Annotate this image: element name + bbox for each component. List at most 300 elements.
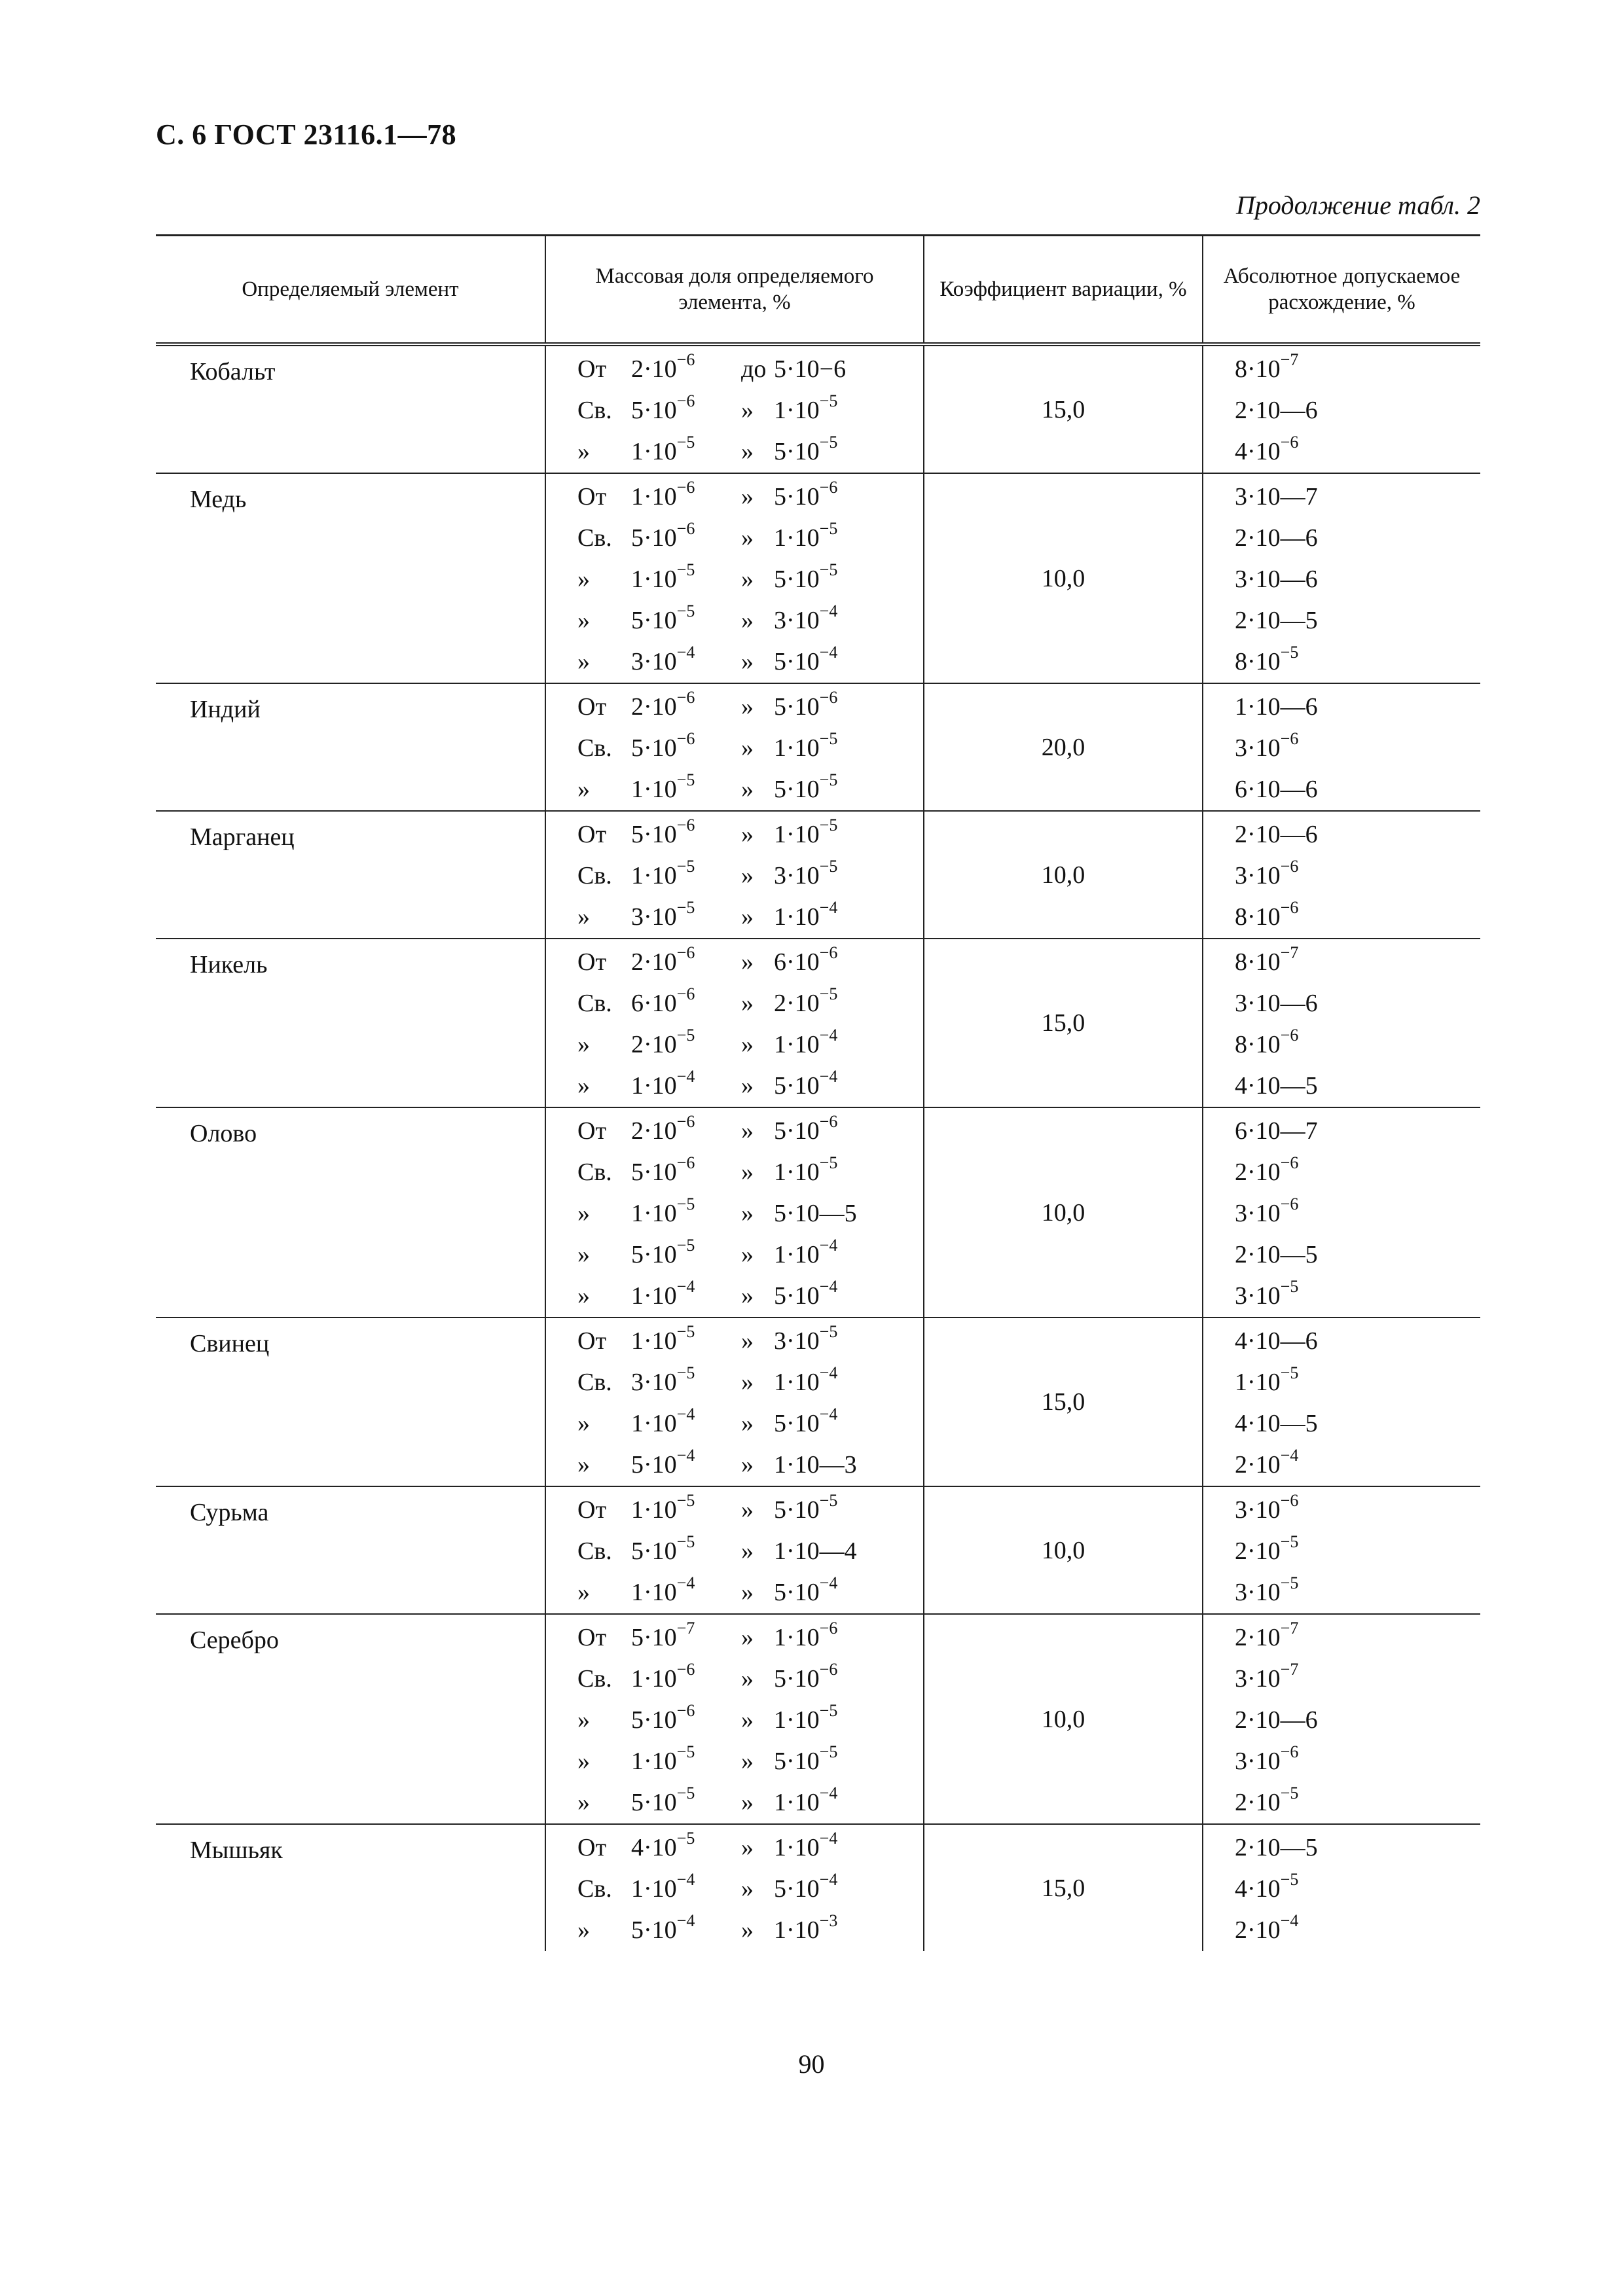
exponent: −6: [819, 478, 838, 497]
range-to: $1\cdot 10^{-5}$: [774, 519, 838, 552]
exponent: −5: [819, 519, 838, 538]
element-cell: [156, 1824, 545, 1951]
exponent: −5: [819, 857, 838, 876]
exponent: −5: [819, 1322, 838, 1341]
range-separator: »: [741, 693, 754, 721]
deviation-line: [1203, 559, 1480, 600]
range-from: $3\cdot 10^{-4}$: [631, 643, 695, 675]
deviation-line: [1203, 897, 1480, 938]
exponent: −4: [819, 1067, 838, 1086]
range-from: $2\cdot 10^{-6}$: [631, 1112, 695, 1145]
range-from: $1\cdot 10^{-4}$: [631, 1067, 695, 1100]
page-number: 90: [798, 2049, 825, 2079]
range-prefix: »: [577, 776, 590, 803]
mass-range-line: [546, 1234, 923, 1276]
exponent: −6: [1280, 1194, 1299, 1213]
deviation-line: [1203, 1659, 1480, 1700]
deviation-value: 4·10—5: [1235, 1410, 1318, 1437]
range-separator: »: [741, 1117, 754, 1145]
range-to: $5\cdot 10^{-4}$: [774, 643, 838, 675]
range-separator: »: [741, 1496, 754, 1524]
range-prefix: От: [577, 948, 607, 976]
deviation-line: [1203, 1444, 1480, 1486]
mass-range-line: [546, 518, 923, 559]
range-separator: »: [741, 862, 754, 889]
range-separator: »: [741, 1706, 754, 1734]
exponent: −4: [819, 1784, 838, 1803]
exponent: −6: [676, 1701, 695, 1720]
range-prefix: От: [577, 1834, 607, 1861]
exponent: −6: [676, 350, 695, 369]
range-separator: »: [741, 607, 754, 634]
mass-range-line: [546, 1741, 923, 1782]
mass-range-line: [546, 855, 923, 897]
range-separator: »: [741, 1327, 754, 1355]
range-prefix: »: [577, 1410, 590, 1437]
deviation-line: [1203, 1193, 1480, 1234]
exponent: −7: [1280, 350, 1299, 369]
element-cell: [156, 1318, 545, 1486]
range-to: $5\cdot 10^{-5}$: [774, 433, 838, 465]
exponent: −6: [676, 1153, 695, 1172]
deviation-value: $3\cdot 10^{-6}$: [1235, 1742, 1299, 1775]
exponent: −5: [676, 1532, 695, 1551]
range-from: $2\cdot 10^{-6}$: [631, 350, 695, 383]
mass-fraction-cell: [545, 1107, 924, 1318]
deviation-line: [1203, 1276, 1480, 1317]
deviation-line: [1203, 1321, 1480, 1362]
exponent: −6: [676, 1112, 695, 1131]
range-to: $1\cdot 10^{-4}$: [774, 1829, 838, 1861]
exponent: −6: [1280, 857, 1299, 876]
deviation-value: 3·10—6: [1235, 565, 1318, 593]
deviation-value: 2·10—6: [1235, 397, 1318, 424]
range-prefix: От: [577, 1327, 607, 1355]
range-separator: »: [741, 734, 754, 762]
deviation-line: [1203, 476, 1480, 518]
range-to: $1\cdot 10^{-5}$: [774, 391, 838, 424]
exponent: −4: [676, 1277, 695, 1296]
range-to: $1\cdot 10^{-5}$: [774, 1701, 838, 1734]
exponent: −5: [676, 1322, 695, 1341]
range-from: $1\cdot 10^{-5}$: [631, 1742, 695, 1775]
range-prefix: Св.: [577, 990, 612, 1017]
range-from: $1\cdot 10^{-4}$: [631, 1405, 695, 1437]
range-to: $5\cdot 10^{-6}$: [774, 688, 838, 721]
mass-fraction-cell: [545, 1318, 924, 1486]
deviation-cell: [1203, 1824, 1480, 1951]
range-prefix: От: [577, 693, 607, 721]
table-row: [156, 811, 1480, 939]
deviation-line: [1203, 728, 1480, 769]
deviation-line: [1203, 1910, 1480, 1951]
exponent: −7: [1280, 1660, 1299, 1679]
exponent: −5: [676, 1784, 695, 1803]
coefficient-cell: [924, 473, 1203, 683]
range-prefix: »: [577, 1748, 590, 1775]
exponent: −5: [676, 1236, 695, 1255]
column-header-element: Определяемый элемент: [156, 236, 545, 345]
element-name: Никель: [190, 951, 268, 978]
element-name: Медь: [190, 486, 247, 513]
range-separator: »: [741, 1282, 754, 1310]
mass-range-line: [546, 1869, 923, 1910]
range-separator: »: [741, 1665, 754, 1693]
range-to: $3\cdot 10^{-4}$: [774, 601, 838, 634]
exponent: −5: [819, 770, 838, 789]
deviation-value: $3\cdot 10^{-6}$: [1235, 1491, 1299, 1524]
exponent: −4: [819, 1236, 838, 1255]
exponent: −5: [819, 729, 838, 748]
range-separator: »: [741, 438, 754, 465]
exponent: −5: [676, 770, 695, 789]
table-row: [156, 473, 1480, 683]
range-prefix: Св.: [577, 1875, 612, 1903]
range-to: 5·10−6: [774, 355, 847, 383]
range-separator: »: [741, 1158, 754, 1186]
table-row: [156, 1614, 1480, 1824]
range-from: $1\cdot 10^{-4}$: [631, 1573, 695, 1606]
mass-range-line: [546, 1444, 923, 1486]
mass-range-line: [546, 942, 923, 983]
exponent: −4: [819, 1870, 838, 1889]
deviation-line: [1203, 1869, 1480, 1910]
range-separator: »: [741, 648, 754, 675]
deviation-line: [1203, 349, 1480, 390]
range-prefix: »: [577, 1916, 590, 1944]
range-prefix: »: [577, 1706, 590, 1734]
exponent: −5: [819, 1701, 838, 1720]
range-to: $3\cdot 10^{-5}$: [774, 857, 838, 889]
element-name: Свинец: [190, 1330, 270, 1357]
range-separator: »: [741, 1789, 754, 1816]
mass-range-line: [546, 431, 923, 473]
exponent: −5: [1280, 1532, 1299, 1551]
exponent: −5: [676, 1742, 695, 1761]
exponent: −5: [676, 1194, 695, 1213]
range-to: $1\cdot 10^{-4}$: [774, 1784, 838, 1816]
table-row: [156, 1318, 1480, 1486]
exponent: −5: [676, 1829, 695, 1848]
range-from: $5\cdot 10^{-5}$: [631, 1236, 695, 1268]
range-prefix: »: [577, 1241, 590, 1268]
coefficient-cell: [924, 683, 1203, 811]
range-separator: »: [741, 1748, 754, 1775]
exponent: −6: [1280, 1491, 1299, 1510]
mass-range-line: [546, 476, 923, 518]
range-from: $5\cdot 10^{-4}$: [631, 1446, 695, 1479]
deviation-cell: [1203, 939, 1480, 1107]
range-to: $1\cdot 10^{-5}$: [774, 729, 838, 762]
exponent: −6: [676, 391, 695, 410]
mass-range-line: [546, 897, 923, 938]
mass-range-line: [546, 1193, 923, 1234]
range-separator: »: [741, 524, 754, 552]
deviation-value: $2\cdot 10^{-5}$: [1235, 1532, 1299, 1565]
deviation-value: 3·10—6: [1235, 990, 1318, 1017]
deviation-value: $3\cdot 10^{-7}$: [1235, 1660, 1299, 1693]
range-to: $5\cdot 10^{-4}$: [774, 1067, 838, 1100]
mass-range-line: [546, 1572, 923, 1613]
exponent: −5: [819, 560, 838, 579]
range-separator: »: [741, 1072, 754, 1100]
exponent: −5: [819, 391, 838, 410]
exponent: −6: [819, 1112, 838, 1131]
range-from: $5\cdot 10^{-5}$: [631, 601, 695, 634]
range-to: $1\cdot 10^{-4}$: [774, 1026, 838, 1058]
exponent: −5: [676, 560, 695, 579]
range-prefix: »: [577, 607, 590, 634]
range-from: $5\cdot 10^{-5}$: [631, 1532, 695, 1565]
deviation-value: $3\cdot 10^{-5}$: [1235, 1573, 1299, 1606]
range-to: 1·10—4: [774, 1537, 857, 1565]
element-name: Олово: [190, 1120, 257, 1147]
exponent: −4: [676, 1573, 695, 1592]
deviation-value: $2\cdot 10^{-7}$: [1235, 1619, 1299, 1651]
range-from: $1\cdot 10^{-5}$: [631, 1194, 695, 1227]
element-cell: [156, 344, 545, 473]
mass-range-line: [546, 1617, 923, 1659]
deviation-value: $2\cdot 10^{-4}$: [1235, 1446, 1299, 1479]
deviation-value: 4·10—6: [1235, 1327, 1318, 1355]
range-to: $5\cdot 10^{-5}$: [774, 560, 838, 593]
mass-range-line: [546, 1910, 923, 1951]
exponent: −5: [676, 601, 695, 620]
range-to: $5\cdot 10^{-5}$: [774, 1742, 838, 1775]
range-from: $4\cdot 10^{-5}$: [631, 1829, 695, 1861]
coefficient-cell: [924, 1318, 1203, 1486]
deviation-cell: [1203, 1318, 1480, 1486]
range-prefix: От: [577, 355, 607, 383]
mass-range-line: [546, 1362, 923, 1403]
range-prefix: »: [577, 1072, 590, 1100]
deviation-cell: [1203, 344, 1480, 473]
range-prefix: От: [577, 1496, 607, 1524]
mass-fraction-cell: [545, 473, 924, 683]
exponent: −4: [819, 643, 838, 662]
deviation-value: $8\cdot 10^{-7}$: [1235, 943, 1299, 976]
exponent: −6: [1280, 433, 1299, 452]
range-separator: »: [741, 1451, 754, 1479]
mass-range-line: [546, 1531, 923, 1572]
range-from: $1\cdot 10^{-5}$: [631, 857, 695, 889]
element-cell: [156, 1486, 545, 1614]
range-to: $5\cdot 10^{-6}$: [774, 1660, 838, 1693]
deviation-value: $8\cdot 10^{-6}$: [1235, 1026, 1299, 1058]
deviation-line: [1203, 1490, 1480, 1531]
mass-fraction-cell: [545, 344, 924, 473]
deviation-line: [1203, 1531, 1480, 1572]
range-separator: »: [741, 903, 754, 931]
exponent: −6: [819, 943, 838, 962]
mass-range-line: [546, 1827, 923, 1869]
mass-range-line: [546, 641, 923, 683]
range-prefix: От: [577, 1624, 607, 1651]
deviation-line: [1203, 1782, 1480, 1823]
deviation-value: 3·10—7: [1235, 483, 1318, 511]
exponent: −5: [1280, 1573, 1299, 1592]
mass-range-line: [546, 983, 923, 1024]
range-separator: до: [741, 355, 767, 383]
table-body: [156, 344, 1480, 1951]
range-prefix: »: [577, 648, 590, 675]
range-separator: »: [741, 1537, 754, 1565]
deviation-value: $2\cdot 10^{-5}$: [1235, 1784, 1299, 1816]
column-header-absolute-deviation: Абсолютное допускаемое расхождение, %: [1203, 236, 1480, 345]
range-from: $5\cdot 10^{-6}$: [631, 816, 695, 848]
range-from: $5\cdot 10^{-6}$: [631, 1153, 695, 1186]
table-row: [156, 1486, 1480, 1614]
range-prefix: »: [577, 1451, 590, 1479]
coefficient-value: 10,0: [1041, 1705, 1085, 1733]
exponent: −4: [1280, 1446, 1299, 1465]
exponent: −4: [819, 898, 838, 917]
range-from: $5\cdot 10^{-6}$: [631, 519, 695, 552]
mass-range-line: [546, 1024, 923, 1066]
deviation-value: 2·10—5: [1235, 607, 1318, 634]
coefficient-value: 10,0: [1041, 564, 1085, 592]
table-row: [156, 344, 1480, 473]
range-from: $5\cdot 10^{-6}$: [631, 1701, 695, 1734]
exponent: −5: [819, 1491, 838, 1510]
deviation-value: $8\cdot 10^{-5}$: [1235, 643, 1299, 675]
range-from: $1\cdot 10^{-6}$: [631, 478, 695, 511]
mass-fraction-cell: [545, 939, 924, 1107]
range-to: $5\cdot 10^{-4}$: [774, 1870, 838, 1903]
range-prefix: »: [577, 1031, 590, 1058]
deviation-cell: [1203, 473, 1480, 683]
deviation-value: 2·10—6: [1235, 821, 1318, 848]
table-row: [156, 939, 1480, 1107]
exponent: −4: [819, 1573, 838, 1592]
exponent: −5: [1280, 643, 1299, 662]
mass-range-line: [546, 1152, 923, 1193]
deviation-value: 2·10—5: [1235, 1834, 1318, 1861]
exponent: −5: [676, 1491, 695, 1510]
deviation-line: [1203, 1827, 1480, 1869]
table-continuation-label: Продолжение табл. 2: [1235, 190, 1480, 220]
range-from: $3\cdot 10^{-5}$: [631, 1363, 695, 1396]
exponent: −6: [1280, 898, 1299, 917]
deviation-line: [1203, 1152, 1480, 1193]
range-from: $6\cdot 10^{-6}$: [631, 984, 695, 1017]
deviation-line: [1203, 390, 1480, 431]
exponent: −7: [1280, 1619, 1299, 1638]
mass-fraction-cell: [545, 1614, 924, 1824]
data-table: [156, 234, 1480, 1951]
range-from: $1\cdot 10^{-5}$: [631, 1491, 695, 1524]
mass-range-line: [546, 600, 923, 641]
range-to: 5·10—5: [774, 1200, 857, 1227]
mass-range-line: [546, 814, 923, 855]
element-name: Серебро: [190, 1626, 279, 1654]
mass-range-line: [546, 1490, 923, 1531]
mass-fraction-cell: [545, 811, 924, 939]
exponent: −3: [819, 1911, 838, 1930]
exponent: −7: [676, 1619, 695, 1638]
exponent: −4: [676, 1870, 695, 1889]
coefficient-value: 15,0: [1041, 395, 1085, 423]
element-name: Индий: [190, 696, 261, 723]
exponent: −6: [676, 943, 695, 962]
element-name: Мышьяк: [190, 1837, 283, 1864]
deviation-line: [1203, 1024, 1480, 1066]
range-prefix: Св.: [577, 1369, 612, 1396]
deviation-line: [1203, 942, 1480, 983]
deviation-value: $2\cdot 10^{-4}$: [1235, 1911, 1299, 1944]
deviation-line: [1203, 641, 1480, 683]
deviation-line: [1203, 431, 1480, 473]
element-name: Марганец: [190, 823, 295, 851]
deviation-line: [1203, 518, 1480, 559]
exponent: −6: [676, 519, 695, 538]
range-to: $1\cdot 10^{-6}$: [774, 1619, 838, 1651]
mass-range-line: [546, 1659, 923, 1700]
exponent: −4: [676, 643, 695, 662]
deviation-cell: [1203, 811, 1480, 939]
coefficient-cell: [924, 811, 1203, 939]
mass-range-line: [546, 728, 923, 769]
deviation-value: $2\cdot 10^{-6}$: [1235, 1153, 1299, 1186]
range-from: $1\cdot 10^{-4}$: [631, 1277, 695, 1310]
range-separator: »: [741, 1369, 754, 1396]
mass-range-line: [546, 349, 923, 390]
deviation-cell: [1203, 1107, 1480, 1318]
deviation-line: [1203, 1617, 1480, 1659]
exponent: −4: [676, 1405, 695, 1424]
column-header-variation-coefficient: Коэффициент вариации, %: [924, 236, 1203, 345]
element-cell: [156, 939, 545, 1107]
deviation-value: $3\cdot 10^{-6}$: [1235, 729, 1299, 762]
table-row: [156, 683, 1480, 811]
range-to: $1\cdot 10^{-3}$: [774, 1911, 838, 1944]
coefficient-cell: [924, 344, 1203, 473]
range-prefix: Св.: [577, 1158, 612, 1186]
table-header-row: [156, 236, 1480, 345]
deviation-line: [1203, 855, 1480, 897]
deviation-line: [1203, 814, 1480, 855]
exponent: −4: [819, 1363, 838, 1382]
exponent: −4: [676, 1446, 695, 1465]
exponent: −5: [676, 1363, 695, 1382]
deviation-cell: [1203, 1486, 1480, 1614]
range-from: $5\cdot 10^{-7}$: [631, 1619, 695, 1651]
exponent: −6: [676, 1660, 695, 1679]
element-name: Сурьма: [190, 1499, 269, 1526]
deviation-line: [1203, 983, 1480, 1024]
range-to: $5\cdot 10^{-4}$: [774, 1405, 838, 1437]
mass-range-line: [546, 1782, 923, 1823]
exponent: −4: [676, 1911, 695, 1930]
table-container: [156, 234, 1480, 1951]
table-row: [156, 1107, 1480, 1318]
exponent: −5: [1280, 1363, 1299, 1382]
exponent: −5: [819, 1153, 838, 1172]
exponent: −5: [819, 984, 838, 1003]
column-header-mass-fraction: Массовая доля определяемого элемента, %: [545, 236, 924, 345]
range-from: $5\cdot 10^{-5}$: [631, 1784, 695, 1816]
mass-range-line: [546, 559, 923, 600]
mass-range-line: [546, 687, 923, 728]
range-prefix: Св.: [577, 1537, 612, 1565]
range-prefix: Св.: [577, 862, 612, 889]
exponent: −6: [676, 729, 695, 748]
coefficient-cell: [924, 1107, 1203, 1318]
element-cell: [156, 473, 545, 683]
coefficient-value: 15,0: [1041, 1874, 1085, 1902]
deviation-value: $8\cdot 10^{-7}$: [1235, 350, 1299, 383]
range-prefix: »: [577, 1789, 590, 1816]
